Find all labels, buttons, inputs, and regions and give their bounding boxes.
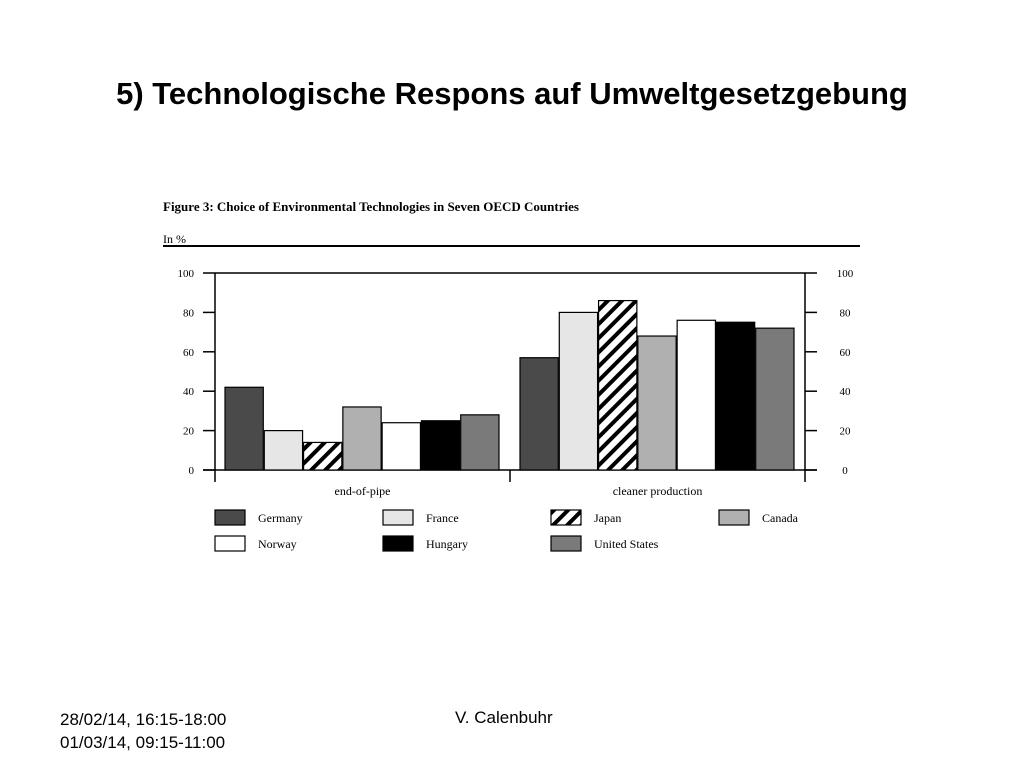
legend-swatch-united-states (551, 536, 581, 551)
legend-label-canada: Canada (762, 511, 798, 525)
legend-label-hungary: Hungary (426, 537, 468, 551)
legend-swatch-hungary (383, 536, 413, 551)
y-tick-label-right: 20 (839, 425, 851, 438)
y-tick-label-left: 100 (177, 268, 194, 280)
bar-hungary (716, 322, 754, 470)
y-tick-label-right: 0 (842, 465, 848, 477)
x-category-label: end-of-pipe (334, 484, 391, 498)
legend-label-norway: Norway (258, 537, 297, 551)
bar-germany (520, 358, 558, 470)
bar-united-states (461, 415, 499, 470)
bar-france (264, 431, 302, 470)
y-tick-label-left: 0 (188, 465, 194, 477)
bars (225, 301, 794, 470)
bar-japan (304, 442, 342, 470)
figure-title: Figure 3: Choice of Environmental Technologies in Seven OECD Countries (163, 199, 579, 214)
y-axis-label: In % (163, 232, 186, 246)
legend-swatch-japan (551, 510, 581, 525)
bar-canada (343, 407, 381, 470)
legend-swatch-canada (719, 510, 749, 525)
legend-swatch-germany (215, 510, 245, 525)
bar-chart (150, 190, 870, 570)
legend-swatch-norway (215, 536, 245, 551)
bar-norway (677, 320, 715, 470)
y-tick-label-left: 60 (183, 346, 194, 359)
footer-date-line-1: 28/02/14, 16:15-18:00 (60, 710, 227, 729)
footer-dates (60, 708, 226, 754)
legend-swatch-france (383, 510, 413, 525)
bar-norway (382, 423, 420, 470)
bar-germany (225, 387, 263, 470)
footer-author: V. Calenbuhr (455, 708, 553, 727)
y-tick-label-left: 20 (183, 425, 194, 438)
bar-canada (638, 336, 676, 470)
bar-japan (599, 301, 637, 470)
legend-label-france: France (426, 511, 459, 525)
bar-france (559, 312, 597, 470)
x-category-label: cleaner production (612, 484, 703, 498)
y-tick-label-right: 60 (839, 346, 851, 359)
y-tick-label-left: 40 (183, 386, 194, 399)
footer-date-line-2: 01/03/14, 09:15-11:00 (60, 733, 226, 752)
y-tick-label-right: 100 (836, 268, 854, 280)
legend (215, 510, 799, 551)
bar-united-states (756, 328, 794, 470)
legend-label-japan: Japan (594, 511, 622, 525)
legend-label-united-states: United States (594, 537, 659, 551)
y-tick-label-left: 80 (183, 307, 194, 320)
y-tick-label-right: 40 (839, 386, 851, 399)
bar-hungary (421, 421, 459, 470)
figure (150, 190, 870, 570)
y-tick-label-right: 80 (839, 307, 851, 320)
legend-label-germany: Germany (258, 511, 303, 525)
slide-title: 5) Technologische Respons auf Umweltgesetzgebung (116, 76, 908, 111)
